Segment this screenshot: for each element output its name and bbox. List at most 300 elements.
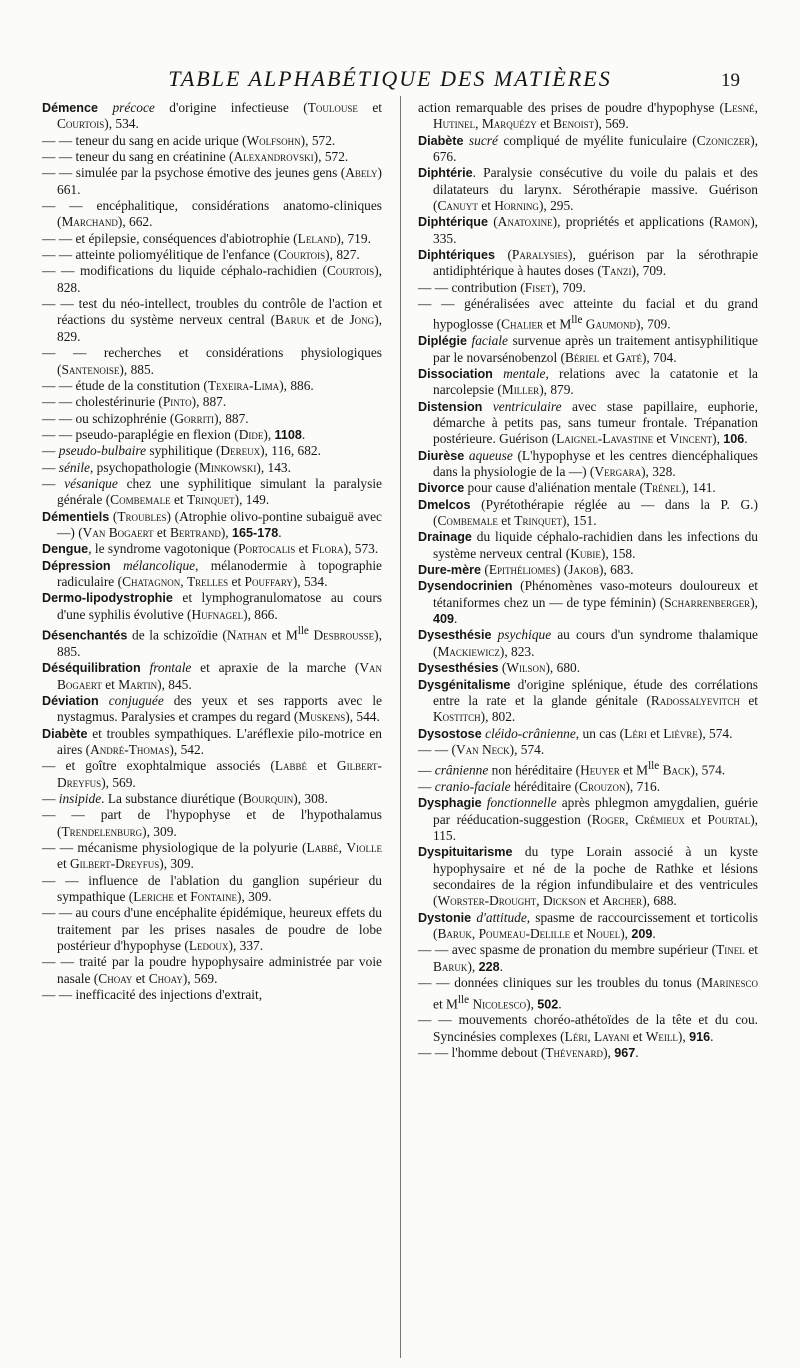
entry-text: — — recherches et considérations physiologiques ( [42,345,382,377]
entry-text: et [170,492,187,508]
entry-text: et [629,1028,646,1044]
entry-headword: Dermo-lipodystrophie [42,591,173,606]
entry-author: Vincent [669,431,713,447]
entry-author: Miller [501,382,540,398]
entry-text: et M [543,316,572,332]
entry-text: ), 802. [480,709,516,725]
entry-author: Worster-Drought [437,893,537,909]
entry-text: ), [620,926,632,942]
entry-author: Marinesco [701,975,758,991]
index-entry [418,480,758,496]
index-entry [418,627,758,660]
entry-text: — — pseudo-paraplégie en flexion ( [42,426,239,442]
entry-text: , [536,893,543,909]
entry-headword: Dyspituitarisme [418,845,513,860]
entry-author: Epithéliomes [488,562,556,578]
entry-text: ), 719. [336,230,371,246]
entry-text: . [499,958,503,974]
index-entry [418,975,758,1012]
entry-author: Pinto [162,394,192,410]
entry-author: Hutinel [433,116,476,132]
entry-text: ), 143. [256,459,291,475]
entry-author: Flora [311,541,344,557]
entry-text: chez une syphilitique simulant la paralysie générale ( [57,475,382,508]
entry-author: Choay [98,970,133,986]
entry-text: ), 308. [293,790,328,806]
index-entry [42,247,382,263]
index-entry [418,660,758,676]
entry-author: Crouzon [579,779,626,795]
entry-text: ) (Atrophie olivo-pontine subaiguë avec —) ( [57,508,383,540]
entry-author: Laignel-Lavastine [556,431,654,447]
entry-text: ), 879. [539,382,574,398]
entry-text: ), guérison par la sérothrapie antidiphtérique à hautes doses ( [433,247,759,279]
entry-text: ), 572. [300,132,336,148]
entry-text: ), 688. [642,893,677,909]
entry-text: après phlegmon amygdalien, guérie par rééducation-suggestion ( [433,795,758,827]
entry-text: non héréditaire ( [488,762,581,778]
entry-author: Troubles [117,508,167,524]
entry-text: ), 709. [631,263,667,279]
entry-author: Bourquin [242,790,294,806]
entry-italic: frontale [149,660,192,676]
entry-author: Gilbert-Dreyfus [70,856,160,872]
entry-headword: Dysendocrinien [418,579,513,594]
entry-text: ), 295. [538,198,574,214]
entry-text: syphilitique ( [146,443,221,459]
entry-author: Dide [238,426,264,442]
entry-text: , [625,811,635,827]
entry-text: — — données cliniques sur les troubles du tonus ( [418,975,702,991]
entry-text: ), 309. [159,856,194,872]
entry-author: Chalier [501,316,544,332]
entry-author: Bériel [565,349,600,365]
entry-author: Wolfsohn [246,132,301,148]
entry-text: ), 885. [119,361,155,377]
entry-author: Baruk [433,958,468,974]
index-entry [418,742,758,758]
index-entry [42,558,382,591]
index-entry [42,660,382,693]
entry-author: Leriche [133,888,174,904]
entry-text: ), 886. [279,377,314,393]
entry-text: . [635,1045,639,1060]
entry-text: et [307,758,337,774]
entry-author: Alexandrovski [233,149,314,165]
index-entry [42,263,382,296]
entry-text: , le syndrome vagotonique ( [88,541,239,557]
entry-text: d'origine splénique, étude des corrélations entre la rate et la glande génitale ( [433,676,758,708]
entry-italic: psychique [497,627,552,643]
entry-text [111,558,123,573]
entry-text: et [497,513,515,529]
index-entry [42,476,382,509]
entry-text: et lymphogranulomatose au cours d'une syphilis évolutive ( [57,590,382,622]
index-entry [42,149,382,165]
index-entry [42,394,382,410]
entry-author: Pouffary [244,573,293,589]
entry-text: survenue après un traitement antisyphilitique par le novarsénobenzol ( [433,333,758,365]
entry-author: André-Thomas [90,741,170,757]
entry-author: Nouel [586,926,621,942]
index-entry [418,448,758,481]
entry-text: ), 709. [635,316,671,332]
entry-text [98,100,112,115]
entry-text: ), 827. [325,247,360,263]
entry-author: Anatoxine [497,214,553,230]
entry-text: . [278,524,282,540]
entry-text: , [338,839,347,855]
entry-author: Kostitch [433,709,481,725]
running-title: TABLE ALPHABÉTIQUE DES MATIÈRES [168,66,612,91]
entry-text: — [42,475,65,491]
index-entry [418,280,758,296]
entry-text: — — part de l'hypophyse et de l'hypothalamus ( [42,807,382,839]
entry-italic: ventriculaire [492,398,562,414]
entry-author: Leland [297,230,337,246]
entry-text: et M [433,995,458,1011]
entry-text: — — ( [418,741,456,757]
entry-author: Desbrousse [313,627,375,643]
entry-text: , relations avec la catatonie et la narcolepsie ( [433,365,758,398]
index-entry [418,133,758,166]
entry-page-ref: 106 [723,432,745,447]
entry-text: ), 542. [169,741,205,757]
index-entry [42,427,382,443]
entry-author: Jong [349,312,375,328]
entry-text: et [132,970,149,986]
entry-text: ), 574. [690,762,726,778]
entry-text: et [173,888,191,904]
entry-superscript: lle [648,760,660,773]
entry-author: Trinquet [514,513,562,529]
entry-author: Radossalyevitch [650,692,740,708]
entry-italic: crânienne [434,762,489,778]
entry-text: — — traité par la poudre hypophysaire administrée par voie nasale ( [42,954,382,986]
entry-text: ), 309. [142,823,177,839]
entry-headword: Dépression [42,558,111,573]
entry-text: — — contribution ( [418,279,525,295]
entry-italic: mélancolique [122,557,196,573]
entry-text: et [295,541,312,557]
entry-text: — — cholestérinurie ( [42,394,163,410]
entry-text: ), 887. [191,394,227,410]
index-entry [42,623,382,660]
entry-text: — — l'homme debout ( [418,1045,546,1060]
entry-author: Santenoise [61,361,120,377]
index-entry [42,296,382,345]
entry-text: — et goître exophtalmique associés ( [42,758,275,774]
entry-italic: aqueuse [468,447,513,463]
entry-author: Combemale [110,492,171,508]
entry-author: Nicolesco [472,995,527,1011]
entry-text: du liquide céphalo-rachidien dans les infections du système nerveux central ( [433,529,758,561]
entry-text: , psychopathologie ( [89,459,199,475]
entry-author: Minkowski [198,459,257,475]
entry-text: ), 141. [681,480,716,496]
entry-author: Heuyer [580,762,620,778]
entry-text: — — avec spasme de pronation du membre supérieur ( [418,942,717,958]
entry-headword: Dengue [42,542,89,557]
entry-author: Jakob [568,562,599,578]
entry-text: ( [481,562,489,578]
entry-text: — [418,762,435,778]
entry-text: — — ou schizophrénie ( [42,410,175,426]
entry-text: pour cause d'aliénation mentale ( [464,480,644,496]
entry-text: ), 534. [104,116,139,132]
entry-text: — — mouvements choréo-athétoïdes de la tête et du cou. Syncinésies complexes ( [418,1012,758,1044]
entry-text: ), [467,958,479,974]
index-entry [42,198,382,231]
index-entry [42,100,382,133]
entry-author: Martin [118,676,158,692]
entry-text: ), 158. [600,545,636,561]
entry-author: Tanzi [601,263,632,279]
entry-text: ), 823. [499,643,535,659]
entry-author: Bertrand [169,524,221,540]
index-entry [42,807,382,840]
entry-headword: Désenchantés [42,628,128,643]
index-entry [42,987,382,1003]
entry-author: Toulouse [307,100,358,115]
entry-author: Muskens [298,709,346,725]
entry-author: Léri [564,1028,588,1044]
entry-headword: Diphtérie [418,166,473,181]
entry-text: ), [526,995,538,1011]
index-entry [418,844,758,909]
entry-text: et [739,692,758,708]
index-entry [418,910,758,943]
entry-text: . [558,995,562,1011]
entry-text: ), 676. [433,132,759,165]
index-entry [42,231,382,247]
index-entry [42,590,382,623]
index-entry [42,345,382,378]
entry-author: Gaumond [585,316,636,332]
entry-italic: vésanique [64,475,118,491]
entry-text: , [587,1028,595,1044]
entry-text: et [477,198,495,214]
entry-text: au cours d'un syndrome thalamique ( [433,627,758,659]
entry-italic: faciale [471,333,508,349]
index-entry [42,791,382,807]
entry-headword: Diabète [418,133,464,148]
index-entry [42,726,382,759]
entry-author: Weill [645,1028,678,1044]
index-entry [42,133,382,149]
entry-text: ), 709. [551,279,586,295]
entry-italic: conjuguée [108,692,164,708]
entry-author: Czoniczer [696,132,751,148]
entry-text: ), 569. [182,970,218,986]
entry-text: . [744,431,748,447]
entry-text: ), 887. [214,410,249,426]
entry-text: — [42,459,59,475]
entry-headword: Dysesthésie [418,628,492,643]
entry-text: — — encéphalitique, considérations anatomo-cliniques ( [42,198,382,230]
entry-text: ), 544. [345,709,380,725]
entry-text: — — mécanisme physiologique de la polyurie ( [42,839,307,855]
entry-author: Dereux [220,443,261,459]
entry-author: Crémieux [634,811,685,827]
entry-author: Scharrenberger [664,594,751,610]
entry-text: et [744,942,759,958]
entry-text: ), 845. [157,676,192,692]
entry-text [482,399,492,414]
index-entry [42,411,382,427]
entry-author: Wilson [506,660,546,676]
entry-headword: Dure-mère [418,563,481,578]
entry-author: Pourtal [707,811,751,827]
entry-italic: d'attitude [476,909,527,925]
index-entry [418,214,758,247]
entry-text: avec stase papillaire, euphorie, démarche à petits pas, sans tumeur frontale. Trépanation postérieure. Guérison ( [433,398,758,447]
entry-text: et [357,100,382,115]
entry-author: Trénel [643,480,682,496]
entry-author: Thévenard [545,1045,604,1060]
entry-text: et [586,893,603,909]
entry-author: Trendelenburg [61,823,143,839]
entry-text: ( [498,660,507,676]
entry-author: Van Bogaert [82,524,154,540]
entry-text: . [652,926,656,942]
entry-author: Hufnagel [191,606,244,622]
entry-author: Vergara [594,464,642,480]
entry-author: Poumeau-Delille [478,926,571,942]
entry-author: Gilbert-Dreyfus [57,758,382,790]
entry-author: Marquézy [481,116,537,132]
entry-headword: Diabète [42,726,88,741]
entry-text: et [57,856,71,872]
entry-text: ), 572. [313,149,349,165]
entry-text: . [454,611,458,627]
entry-text: ), 716. [625,779,661,795]
entry-text: ), 866. [243,606,278,622]
entry-text: ), 328. [641,464,676,480]
entry-author: Courtois [277,247,326,263]
entry-text: , spasme de raccourcissement et torticolis ( [433,909,758,942]
entry-text: des yeux et ses rapports avec le nystagmus. Paralysies et crampes du regard ( [57,692,382,725]
entry-text: . Paralysie consécutive du voile du palais et des dilatateurs du larynx. Sérothérapie massive. Guérison ( [433,165,758,214]
entry-text: et [599,349,616,365]
entry-headword: Dysphagie [418,796,482,811]
index-entry [42,460,382,476]
entry-text: ), 149. [234,492,270,508]
entry-author: Horning [494,198,539,214]
entry-author: Labbé [306,839,339,855]
entry-page-ref: 165-178 [231,525,279,540]
entry-text: et [653,431,670,447]
index-entry [42,873,382,906]
entry-text: ), 573. [343,541,379,557]
entry-text: et M [619,762,649,778]
entry-author: Courtois [326,263,375,279]
entry-italic: sucré [468,132,498,148]
index-entry [418,165,758,214]
entry-text: et M [266,627,298,643]
entry-text: . [710,1028,714,1044]
entry-author: Van Bogaert [57,660,382,692]
entry-italic: précoce [112,100,155,115]
entry-author: Ramon [713,214,751,230]
index-entry [418,942,758,975]
entry-text: — — simulée par la psychose émotive des jeunes gens ( [42,165,346,181]
entry-author: Violle [346,839,382,855]
entry-text: ), 574. [509,741,545,757]
entry-author: Courtois [57,116,105,132]
entry-author: Paralysies [511,247,568,263]
entry-text: ), 885. [57,627,382,659]
entry-headword: Dmelcos [418,497,471,512]
entry-headword: Diphtériques [418,248,495,263]
entry-text: , [475,116,482,132]
entry-text: — [42,443,59,459]
entry-text: ), [712,431,724,447]
entry-text: ( [109,508,118,524]
entry-author: Roger [591,811,626,827]
entry-author: Nathan [226,627,267,643]
entry-text: et apraxie de la marche ( [191,660,360,676]
entry-author: Dickson [542,893,587,909]
index-entry [418,562,758,578]
entry-text: et [536,116,554,132]
entry-text: — — inefficacité des injections d'extrait, [42,987,263,1003]
entry-text: ), 115. [433,811,759,844]
entry-author: Benoist [553,116,595,132]
entry-text: — — généralisées avec atteinte du facial et du grand hypoglosse ( [418,296,758,332]
entry-author: Marchand [61,214,118,230]
entry-text: ( [487,214,498,230]
entry-page-ref: 916 [689,1029,711,1044]
entry-text: et troubles sympathiques. L'aréflexie pilo-motrice en aires ( [57,725,382,757]
entry-superscript: lle [457,993,470,1006]
index-entry [418,247,758,280]
entry-text: ), propriétés et applications ( [552,214,714,230]
index-entry [418,100,758,133]
entry-text: ) 661. [57,165,382,197]
entry-italic: mentale [503,365,546,381]
entry-text: — — teneur du sang en créatinine ( [42,149,234,165]
entry-author: Tinel [716,942,745,958]
entry-text: (Pyrétothérapie réglée au — dans la P. G.) ( [433,496,758,529]
entry-headword: Dysostose [418,726,482,741]
entry-italic: cléido-crânienne [485,725,576,741]
entry-text: — [42,790,59,806]
entry-author: Fiset [524,279,552,295]
entry-text: ), 828. [57,263,382,295]
index-entry [42,541,382,557]
entry-headword: Dystonie [418,910,472,925]
index-entry [42,954,382,987]
index-entry [418,399,758,448]
entry-text: ), 569. [101,774,136,790]
entry-text: — — étude de la constitution ( [42,377,208,393]
entry-text: (L'hypophyse et les centres diencéphaliques dans la physiologie de la —) ( [433,447,758,480]
index-entry [42,840,382,873]
entry-italic: cranio-faciale [434,779,511,795]
entry-text: — — influence de l'ablation du ganglion supérieur du sympathique ( [42,872,382,904]
entry-author: Canuyt [437,198,478,214]
entry-page-ref: 409 [433,612,455,627]
index-entry [418,333,758,366]
entry-text: ), [220,524,232,540]
index-entry [418,529,758,562]
entry-text [99,693,109,708]
index-entry [42,758,382,791]
entry-text: du type Lorain associé à un kyste hypophysaire et né de la poche de Rathke et lésions secondaires de la région infundibulaire et des ventricules ( [433,844,758,909]
index-entry [418,758,758,779]
index-entry [418,296,758,333]
